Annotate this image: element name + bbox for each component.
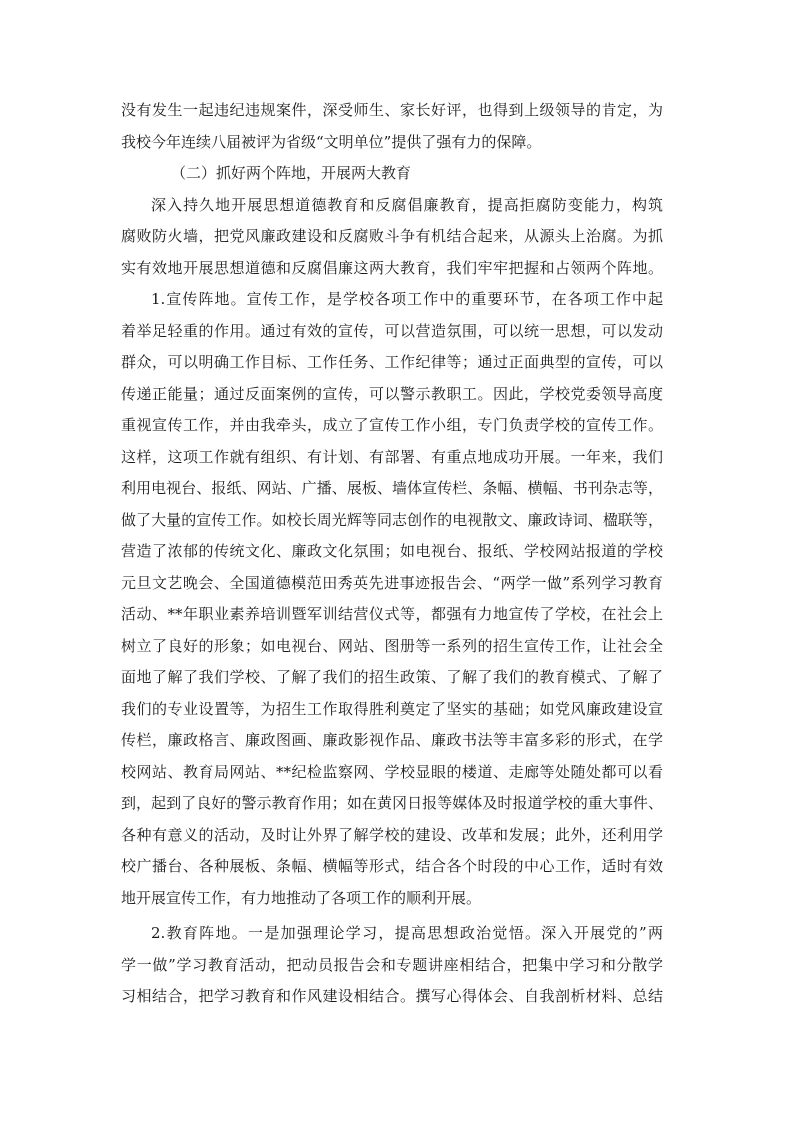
text-line: 腐败防火墙，把党风廉政建设和反腐败斗争有机结合起来，从源头上治腐。为抓 xyxy=(121,227,663,245)
text-line: 地开展宣传工作，有力地推动了各项工作的顺利开展。 xyxy=(121,888,482,907)
text-line: 到，起到了良好的警示教育作用；如在黄冈日报等媒体及时报道学校的重大事件、 xyxy=(121,794,663,812)
text-line: 活动、**年职业素养培训暨军训结营仪式等，都强有力地宣传了学校，在社会上 xyxy=(121,605,663,623)
paragraph-intro xyxy=(121,190,663,285)
paragraph-continuation xyxy=(121,95,663,158)
text-line: 利用电视台、报纸、网站、广播、展板、墙体宣传栏、条幅、横幅、书刊杂志等， xyxy=(121,479,663,497)
text-line: 元旦文艺晚会、全国道德模范田秀英先进事迹报告会、“两学一做”系列学习教育 xyxy=(121,573,663,592)
text-line: 传栏，廉政格言、廉政图画、廉政影视作品、廉政书法等丰富多彩的形式，在学 xyxy=(121,731,663,749)
text-line: 校网站、教育局网站、**纪检监察网、学校显眼的楼道、走廊等处随处都可以看 xyxy=(121,762,663,781)
text-line: 营造了浓郁的传统文化、廉政文化氛围；如电视台、报纸、学校网站报道的学校 xyxy=(121,542,663,560)
section-heading-text: （二）抓好两个阵地，开展两大教育 xyxy=(171,164,412,182)
text-line: 没有发生一起违纪违规案件，深受师生、家长好评，也得到上级领导的肯定，为 xyxy=(121,101,663,119)
text-line: 面地了解了我们学校、了解了我们的招生政策、了解了我们的教育模式、了解了 xyxy=(121,668,663,686)
section-heading xyxy=(121,158,663,190)
text-line: 做了大量的宣传工作。如校长周光辉等同志创作的电视散文、廉政诗词、楹联等， xyxy=(121,510,663,529)
text-line: 深入持久地开展思想道德教育和反腐倡廉教育，提高拒腐防变能力，构筑 xyxy=(151,195,663,214)
text-line: 各种有意义的活动，及时让外界了解学校的建设、改革和发展；此外，还利用学 xyxy=(121,825,663,844)
text-line: 这样，这项工作就有组织、有计划、有部署、有重点地成功开展。一年来，我们 xyxy=(121,447,663,466)
text-line: 我校今年连续八届被评为省级“文明单位”提供了强有力的保障。 xyxy=(121,132,542,151)
text-line: 1.宣传阵地。宣传工作，是学校各项工作中的重要环节，在各项工作中起 xyxy=(151,290,663,308)
text-line: 群众，可以明确工作目标、工作任务、工作纪律等；通过正面典型的宣传，可以 xyxy=(121,353,663,371)
text-line: 树立了良好的形象；如电视台、网站、图册等一系列的招生宣传工作，让社会全 xyxy=(121,636,663,655)
text-line: 我们的专业设置等，为招生工作取得胜利奠定了坚实的基础；如党风廉政建设宣 xyxy=(121,699,663,718)
text-line: 着举足轻重的作用。通过有效的宣传，可以营造氛围，可以统一思想，可以发动 xyxy=(121,321,663,340)
text-line: 习相结合，把学习教育和作风建设相结合。撰写心得体会、自我剖析材料、总结 xyxy=(121,987,663,1005)
paragraph-publicity xyxy=(121,284,663,914)
text-line: 重视宣传工作，并由我牵头，成立了宣传工作小组，专门负责学校的宣传工作。 xyxy=(121,416,663,434)
document-body xyxy=(121,95,663,1013)
text-line: 校广播台、各种展板、条幅、横幅等形式，结合各个时段的中心工作，适时有效 xyxy=(121,857,663,875)
text-line: 实有效地开展思想道德和反腐倡廉这两大教育，我们牢牢把握和占领两个阵地。 xyxy=(121,258,663,277)
paragraph-education xyxy=(121,918,663,1013)
text-line: 学一做”学习教育活动，把动员报告会和专题讲座相结合，把集中学习和分散学 xyxy=(121,955,663,974)
text-line: 传递正能量；通过反面案例的宣传，可以警示教职工。因此，学校党委领导高度 xyxy=(121,384,663,403)
text-line: 2.教育阵地。一是加强理论学习，提高思想政治觉悟。深入开展党的”两 xyxy=(151,924,663,942)
